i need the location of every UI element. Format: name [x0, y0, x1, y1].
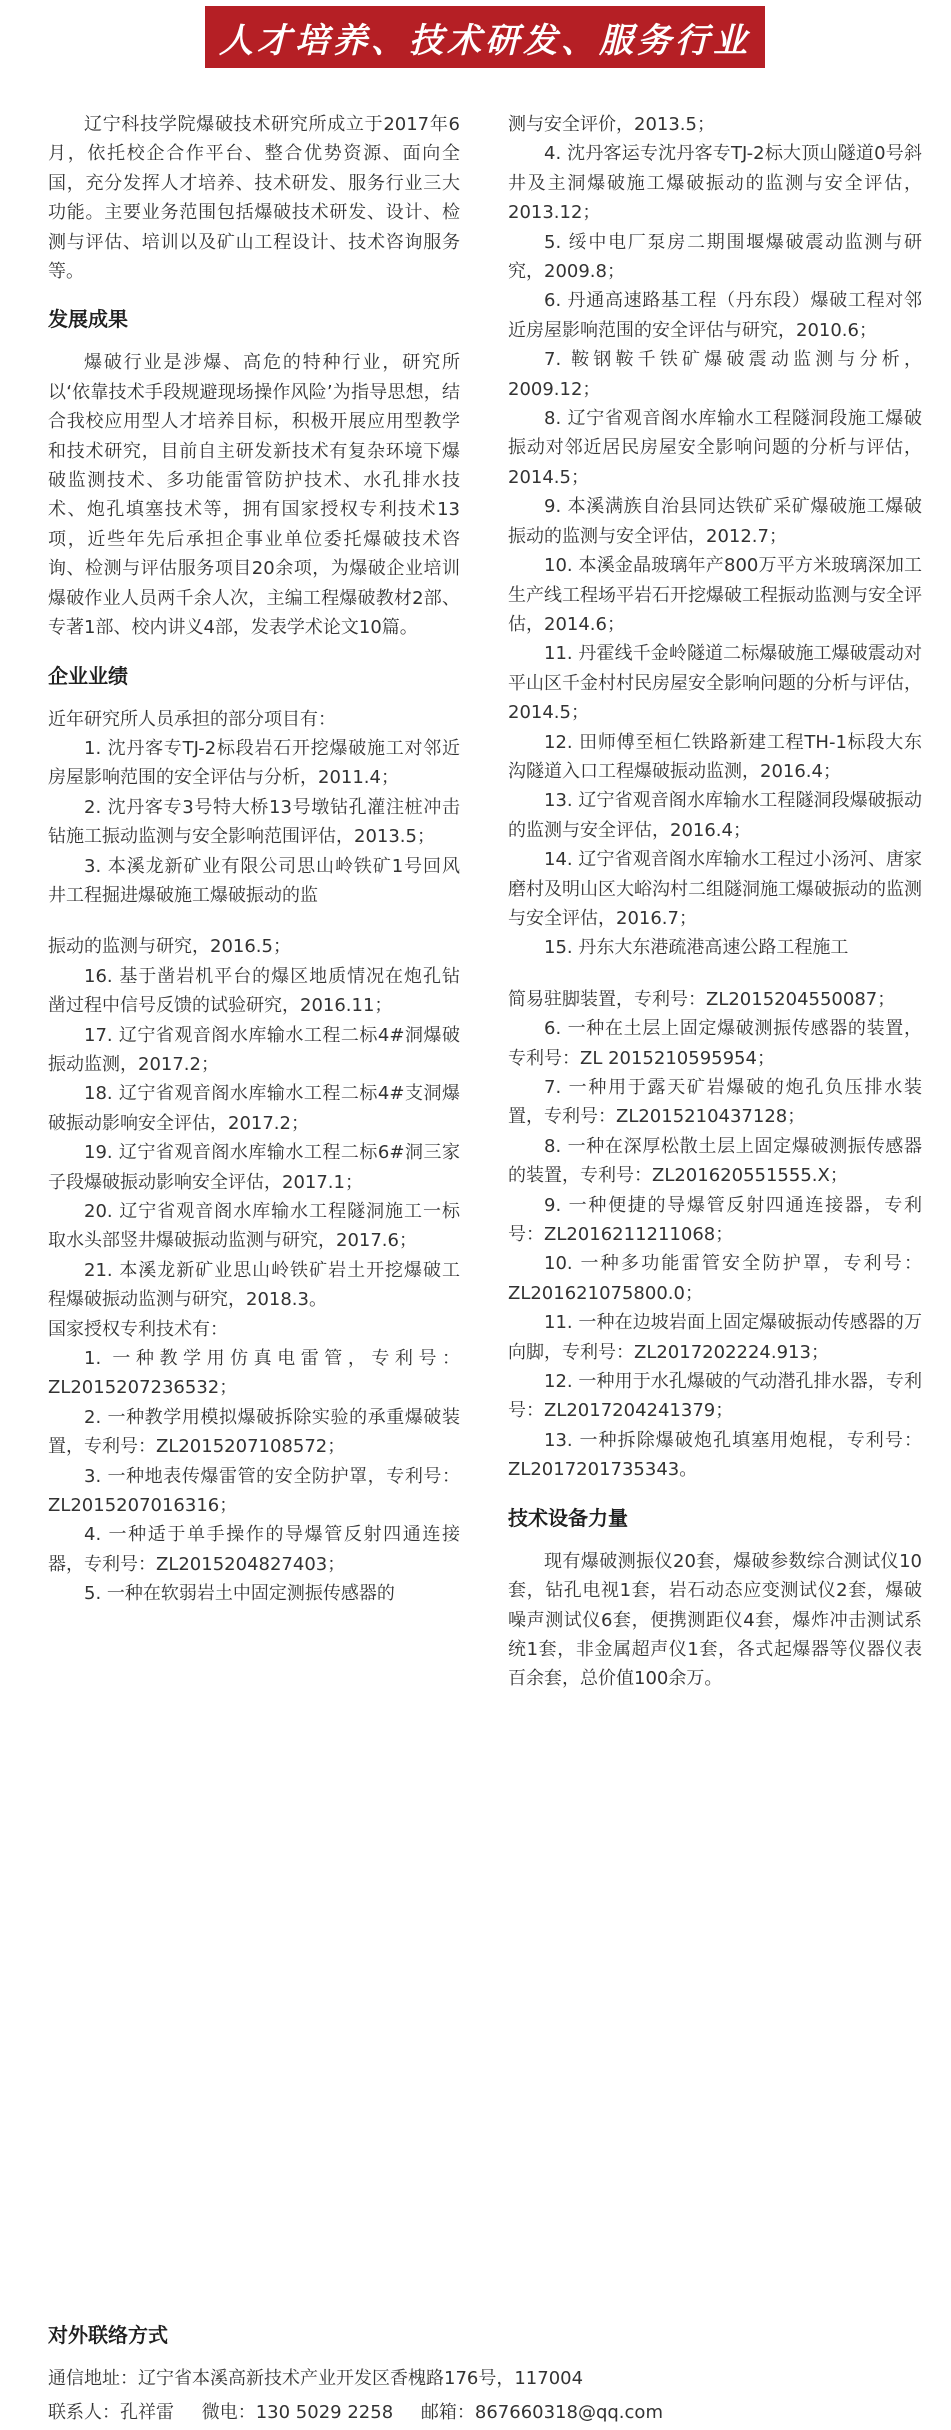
contact-email: 邮箱：867660318@qq.com	[420, 2402, 663, 2423]
patent-item: 2. 一种教学用模拟爆破拆除实验的承重爆破装置，专利号：ZL2015207108572；	[48, 1406, 460, 1458]
patent-item: 10. 一种多功能雷管安全防护罩，专利号：ZL201621075800.0；	[508, 1253, 922, 1304]
patent-item: 4. 一种适于单手操作的导爆管反射四通连接器，专利号：ZL2015204827403；	[48, 1524, 460, 1575]
patent-item: 简易驻脚装置，专利号：ZL2015204550087；	[508, 988, 896, 1010]
project-item: 11. 丹霍线千金岭隧道二标爆破施工爆破震动对平山区千金村村民房屋安全影响问题的分析与评估，2014.5；	[508, 643, 922, 724]
patent-item: 12. 一种用于水孔爆破的气动潜孔排水器，专利号：ZL2017204241379；	[508, 1371, 922, 1422]
project-item: 20. 辽宁省观音阁水库输水工程隧洞施工一标取水头部竖井爆破振动监测与研究，2017.6；	[48, 1201, 460, 1252]
patent-item: 5. 一种在软弱岩土中固定测振传感器的	[84, 1583, 395, 1605]
contact-phone: 微电：130 5029 2258	[201, 2402, 394, 2423]
performance-heading: 企业业绩	[48, 663, 128, 688]
banner-title: 人才培养、技术研发、服务行业	[219, 20, 751, 61]
contact-section	[48, 2320, 908, 2430]
contact-address: 通信地址：辽宁省本溪高新技术产业开发区香槐路176号，117004	[48, 2368, 584, 2389]
project-item: 12. 田师傅至桓仁铁路新建工程TH-1标段大东沟隧道入口工程爆破振动监测，2016.4；	[508, 731, 922, 782]
project-item: 17. 辽宁省观音阁水库输水工程二标4#洞爆破振动监测，2017.2；	[48, 1024, 460, 1075]
patent-item: 13. 一种拆除爆破炮孔填塞用炮棍，专利号：ZL2017201735343。	[508, 1429, 922, 1481]
patent-item: 7. 一种用于露天矿岩爆破的炮孔负压排水装置，专利号：ZL2015210437128；	[508, 1077, 922, 1128]
contact-heading: 对外联络方式	[48, 2323, 168, 2347]
patent-item: 3. 一种地表传爆雷管的安全防护罩，专利号：ZL2015207016316；	[48, 1465, 460, 1517]
project-item: 3. 本溪龙新矿业有限公司思山岭铁矿1号回风井工程掘进爆破施工爆破振动的监	[48, 855, 460, 906]
project-item: 18. 辽宁省观音阁水库输水工程二标4#支洞爆破振动影响安全评估，2017.2；	[48, 1083, 460, 1134]
project-item: 21. 本溪龙新矿业思山岭铁矿岩土开挖爆破工程爆破振动监测与研究，2018.3。	[48, 1259, 460, 1311]
right-column	[508, 110, 922, 1694]
project-item: 6. 丹通高速路基工程（丹东段）爆破工程对邻近房屋影响范围的安全评估与研究，2010.6；	[508, 290, 922, 341]
intro-paragraph: 辽宁科技学院爆破技术研究所成立于2017年6月，依托校企合作平台、整合优势资源、面向全国，充分发挥人才培养、技术研发、服务行业三大功能。主要业务范围包括爆破技术研发、设计、检测与评估、培训以及矿山工程设计、技术咨询服务等。	[48, 114, 460, 283]
project-item: 2. 沈丹客专3号特大桥13号墩钻孔灌注桩冲击钻施工振动监测与安全影响范围评估，2013.5；	[48, 796, 460, 848]
project-item: 19. 辽宁省观音阁水库输水工程二标6#洞三家子段爆破振动影响安全评估，2017.1；	[48, 1142, 460, 1193]
patent-item: 6. 一种在土层上固定爆破测振传感器的装置，专利号：ZL 2015210595954；	[508, 1018, 922, 1069]
project-item: 4. 沈丹客运专沈丹客专TJ-2标大顶山隧道0号斜井及主洞爆破施工爆破振动的监测与安全评估，2013.12；	[508, 143, 922, 224]
patent-item: 8. 一种在深厚松散土层上固定爆破测振传感器的装置，专利号：ZL201620551555.X；	[508, 1135, 922, 1187]
achievements-paragraph: 爆破行业是涉爆、高危的特种行业，研究所以‘依靠技术手段规避现场操作风险’为指导思想，结合我校应用型人才培养目标，积极开展应用型教学和技术研究，目前自主研发新技术有复杂环境下爆破监测技术、多功能雷管防护技术、水孔排水技术、炮孔填塞技术等，拥有国家授权专利技术13项，近些年先后承担企事业单位委托爆破技术咨询、检测与评估服务项目20余项，为爆破企业培训爆破作业人员两千余人次，主编工程爆破教材2部、专著1部、校内讲义4部，发表学术论文10篇。	[48, 352, 460, 639]
project-item: 5. 绥中电厂泵房二期围堰爆破震动监测与研究，2009.8；	[508, 231, 922, 283]
patents-intro: 国家授权专利技术有：	[48, 1318, 228, 1340]
equipment-heading: 技术设备力量	[508, 1505, 628, 1530]
project-item: 振动的监测与研究，2016.5；	[48, 936, 291, 958]
page-banner	[205, 6, 765, 68]
contact-person: 联系人：孔祥雷	[48, 2402, 174, 2423]
patent-item: 11. 一种在边坡岩面上固定爆破振动传感器的万向脚，专利号：ZL2017202224.913；	[508, 1312, 922, 1363]
project-item: 7. 鞍钢鞍千铁矿爆破震动监测与分析，2009.12；	[508, 349, 922, 400]
project-item: 8. 辽宁省观音阁水库输水工程隧洞段施工爆破振动对邻近居民房屋安全影响问题的分析与评估，2014.5；	[508, 408, 922, 488]
left-column	[48, 110, 460, 1609]
project-item: 9. 本溪满族自治县同达铁矿采矿爆破施工爆破振动的监测与安全评估，2012.7；	[508, 496, 922, 547]
project-item: 14. 辽宁省观音阁水库输水工程过小汤河、唐家磨村及明山区大峪沟村二组隧洞施工爆破振动的监测与安全评估，2016.7；	[508, 849, 922, 929]
patent-item: 1. 一种教学用仿真电雷管，专利号：ZL2015207236532；	[48, 1348, 460, 1399]
projects-intro: 近年研究所人员承担的部分项目有：	[48, 708, 336, 730]
project-item: 1. 沈丹客专TJ-2标段岩石开挖爆破施工对邻近房屋影响范围的安全评估与分析，2011.4；	[48, 737, 460, 789]
achievements-heading: 发展成果	[48, 307, 128, 332]
project-item: 13. 辽宁省观音阁水库输水工程隧洞段爆破振动的监测与安全评估，2016.4；	[508, 790, 922, 841]
project-item: 10. 本溪金晶玻璃年产800万平方米玻璃深加工生产线工程场平岩石开挖爆破工程振动监测与安全评估，2014.6；	[508, 555, 922, 635]
project-item: 16. 基于凿岩机平台的爆区地质情况在炮孔钻凿过程中信号反馈的试验研究，2016.11；	[48, 965, 460, 1017]
project-item: 测与安全评价，2013.5；	[508, 114, 715, 135]
project-item: 15. 丹东大东港疏港高速公路工程施工	[544, 937, 849, 959]
equipment-paragraph: 现有爆破测振仪20套，爆破参数综合测试仪10套，钻孔电视1套，岩石动态应变测试仪2套，爆破噪声测试仪6套，便携测距仪4套，爆炸冲击测试系统1套，非金属超声仪1套，各式起爆器等仪器仪表百余套，总价值100余万。	[508, 1550, 922, 1690]
contact-details-row	[48, 2396, 908, 2430]
patent-item: 9. 一种便捷的导爆管反射四通连接器，专利号：ZL2016211211068；	[508, 1194, 922, 1246]
